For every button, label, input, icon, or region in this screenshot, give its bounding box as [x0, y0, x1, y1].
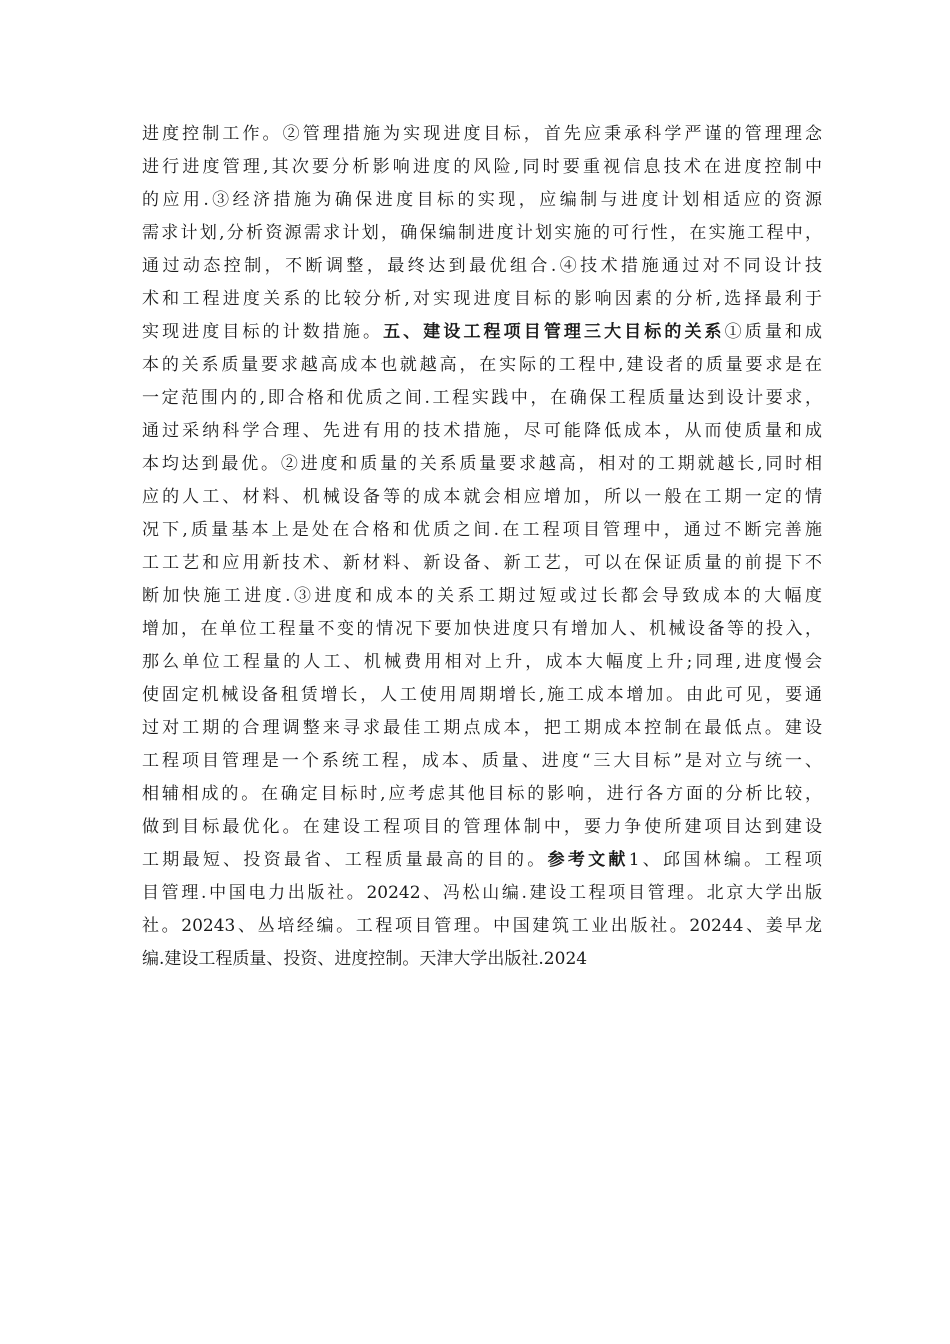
- text-line: [142, 943, 822, 976]
- text-line: [142, 547, 822, 580]
- text-line: [142, 712, 822, 745]
- text-line: [142, 877, 822, 910]
- text-line: [142, 745, 822, 778]
- text-segment: 术和工程进度关系的比较分析,对实现进度目标的影响因素的分析,选择最利于: [142, 289, 822, 309]
- text-segment: 1、邱国林编。工程项: [628, 850, 823, 870]
- text-line: [142, 217, 822, 250]
- text-line: [142, 613, 822, 646]
- text-line: [142, 448, 822, 481]
- text-segment: 需求计划,分析资源需求计划，确保编制进度计划实施的可行性，在实施工程中，: [142, 223, 822, 243]
- text-line: [142, 250, 822, 283]
- text-line: [142, 118, 822, 151]
- text-segment: 进度控制工作。②管理措施为实现进度目标，首先应秉承科学严谨的管理理念: [142, 124, 822, 144]
- text-line: [142, 283, 822, 316]
- text-line: [142, 184, 822, 217]
- text-segment: 的应用.③经济措施为确保进度目标的实现，应编制与进度计划相适应的资源: [142, 190, 822, 210]
- text-segment: 目管理.中国电力出版社。20242、冯松山编.建设工程项目管理。北京大学出版: [142, 883, 822, 903]
- text-line: [142, 580, 822, 613]
- text-line: [142, 151, 822, 184]
- bold-heading-text: 五、建设工程项目管理三大目标的关系: [383, 322, 725, 342]
- text-line: [142, 316, 822, 349]
- text-segment: 一定范围内的,即合格和优质之间.工程实践中，在确保工程质量达到设计要求，: [142, 388, 822, 408]
- text-line: [142, 778, 822, 811]
- text-line: [142, 415, 822, 448]
- body-text: [142, 118, 822, 976]
- text-segment: 相辅相成的。在确定目标时,应考虑其他目标的影响，进行各方面的分析比较，: [142, 784, 822, 804]
- text-segment: 过对工期的合理调整来寻求最佳工期点成本，把工期成本控制在最低点。建设: [142, 718, 822, 738]
- text-line: [142, 910, 822, 943]
- text-segment: 做到目标最优化。在建设工程项目的管理体制中，要力争使所建项目达到建设: [142, 817, 822, 837]
- text-segment: 本均达到最优。②进度和质量的关系质量要求越高，相对的工期就越长,同时相: [142, 454, 822, 474]
- text-segment: 进行进度管理,其次要分析影响进度的风险,同时要重视信息技术在进度控制中: [142, 157, 822, 177]
- text-segment: 编.建设工程质量、投资、进度控制。天津大学出版社.2024: [142, 949, 588, 969]
- text-segment: 应的人工、材料、机械设备等的成本就会相应增加，所以一般在工期一定的情: [142, 487, 822, 507]
- text-line: [142, 646, 822, 679]
- text-segment: 况下,质量基本上是处在合格和优质之间.在工程项目管理中，通过不断完善施: [142, 520, 822, 540]
- text-segment: 使固定机械设备租赁增长，人工使用周期增长,施工成本增加。由此可见，要通: [142, 685, 822, 705]
- text-segment: 社。20243、丛培经编。工程项目管理。中国建筑工业出版社。20244、姜早龙: [142, 916, 822, 936]
- text-segment: 工程项目管理是一个系统工程，成本、质量、进度“三大目标”是对立与统一、: [142, 751, 822, 771]
- text-line: [142, 514, 822, 547]
- text-segment: 通过动态控制，不断调整，最终达到最优组合.④技术措施通过对不同设计技: [142, 256, 822, 276]
- bold-heading-text: 参考文献: [547, 850, 629, 870]
- text-line: [142, 844, 822, 877]
- text-line: [142, 811, 822, 844]
- text-segment: 实现进度目标的计数措施。: [142, 322, 384, 342]
- text-line: [142, 349, 822, 382]
- text-segment: 增加，在单位工程量不变的情况下要加快进度只有增加人、机械设备等的投入，: [142, 619, 822, 639]
- text-segment: 工工艺和应用新技术、新材料、新设备、新工艺，可以在保证质量的前提下不: [142, 553, 822, 573]
- text-segment: ①质量和成: [724, 322, 823, 342]
- text-segment: 工期最短、投资最省、工程质量最高的目的。: [142, 850, 548, 870]
- text-segment: 本的关系质量要求越高成本也就越高，在实际的工程中,建设者的质量要求是在: [142, 355, 822, 375]
- text-line: [142, 679, 822, 712]
- text-segment: 那么单位工程量的人工、机械费用相对上升，成本大幅度上升;同理,进度慢会: [142, 652, 822, 672]
- text-segment: 断加快施工进度.③进度和成本的关系工期过短或过长都会导致成本的大幅度: [142, 586, 822, 606]
- text-line: [142, 481, 822, 514]
- text-segment: 通过采纳科学合理、先进有用的技术措施，尽可能降低成本，从而使质量和成: [142, 421, 822, 441]
- text-line: [142, 382, 822, 415]
